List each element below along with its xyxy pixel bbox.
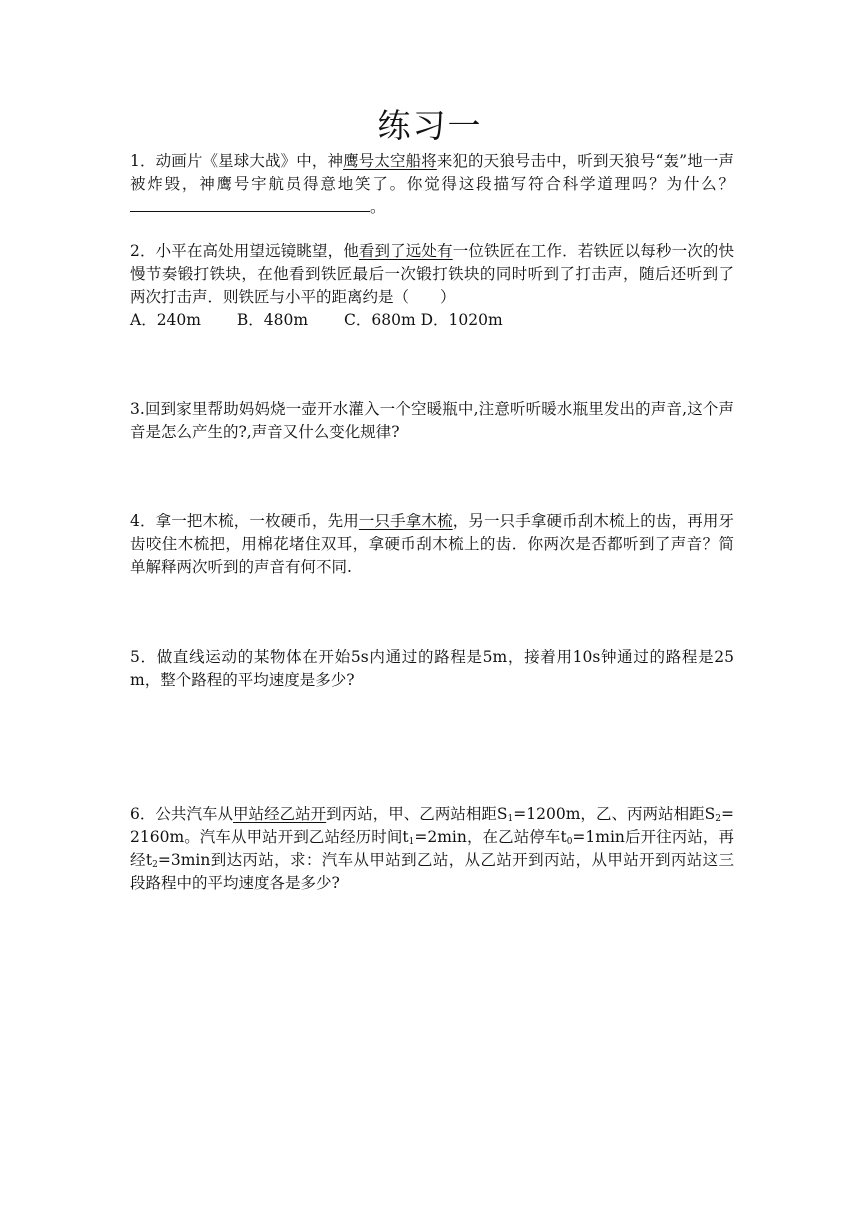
question-3-text: 3.回到家里帮助妈妈烧一壶开水灌入一个空暖瓶中,注意听听暖水瓶里发出的声音,这个声音是怎么产生的?,声音又什么变化规律? [130,400,734,441]
question-5-text: 5．做直线运动的某物体在开始5s内通过的路程是5m，接着用10s钟通过的路程是25m，整个路程的平均速度是多少? [130,648,734,689]
question-6-text-b: 到丙站，甲、乙两站相距S [326,805,508,823]
question-2-text-a: 2．小平在高处用望远镜眺望，他 [130,242,359,260]
question-1-text-c: 。 [370,198,386,216]
subscript-t0: 0 [566,837,573,847]
question-1 [130,150,734,219]
question-4-text-b: ，另一只手拿硬币刮木梳上的齿，再用牙齿咬住木梳把，用棉花堵住双耳，拿硬币刮木梳上的齿．你两次是否都听到了声音？简单解释两次听到的声音有何不同. [130,512,734,576]
question-5 [130,646,734,692]
page-title: 练习一 [377,106,483,145]
question-6-text-a: 6．公共汽车从 [130,805,234,823]
question-2-underlined-phrase: 看到了远处有 [358,242,453,260]
question-1-underlined-phrase: 鹰号太空船将 [343,152,437,170]
question-6 [130,803,734,895]
subscript-t2: 2 [152,860,158,870]
question-1-text-a: 1．动画片《星球大战》中，神 [130,152,344,170]
subscript-s1: 1 [507,814,514,824]
question-6-text-f: =1min后开往丙站，再经t [130,828,734,869]
question-2 [130,240,734,332]
subscript-s2: 2 [715,814,721,824]
question-2-text-b: 一位铁匠在工作．若铁匠以每秒一次的快慢节奏锻打铁块，在他看到铁匠最后一次锻打铁块的同时听到了打击声，随后还听到了两次打击声．则铁匠与小平的距离约是（ ） [130,242,734,306]
question-6-text-e: =2min，在乙站停车t [414,828,567,846]
question-3 [130,398,734,444]
question-6-text-g: =3min到达丙站，求：汽车从甲站到乙站，从乙站开到丙站，从甲站开到丙站这三段路程中的平均速度各是多少? [130,851,734,892]
question-6-underlined-phrase: 甲站经乙站开 [233,805,327,823]
question-4 [130,510,734,579]
question-4-underlined-phrase: 一只手拿木梳 [358,512,453,530]
question-6-text-d: =2160m。汽车从甲站开到乙站经历时间t [130,805,734,846]
subscript-t1: 1 [408,837,415,847]
question-1-answer-blank [130,197,370,212]
question-6-text-c: =1200m，乙、丙两站相距S [513,805,716,823]
question-4-text-a: 4．拿一把木梳，一枚硬币，先用 [130,512,359,530]
question-2-options: A．240m B．480m C．680m D．1020m [130,311,503,329]
question-1-text-b: 来犯的天狼号击中，听到天狼号“轰”地一声被炸毁，神鹰号宇航员得意地笑了。你觉得这段描写符合科学道理吗？为什么？ [130,152,734,193]
